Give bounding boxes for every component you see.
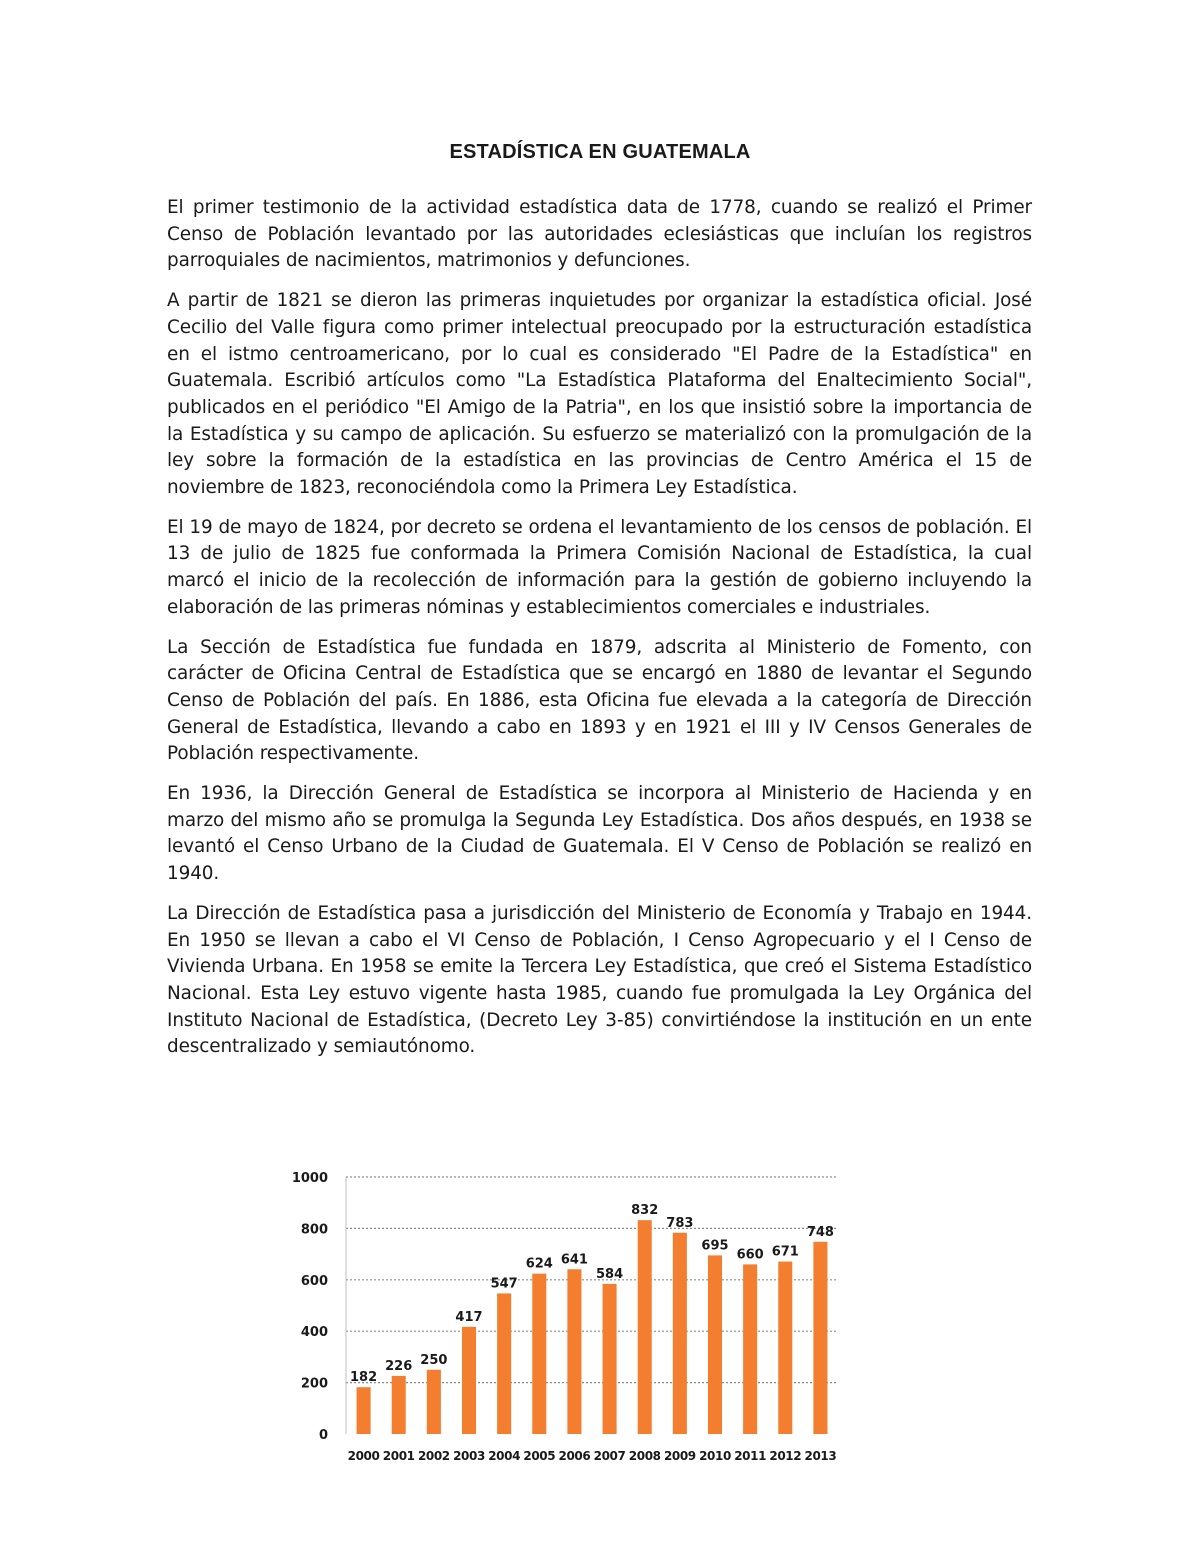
paragraph-5: En 1936, la Dirección General de Estadística se incorpora al Ministerio de Hacienda y en marzo del mismo año se promulga la Segunda Ley Estadística. Dos años después, en 1938 se levantó el Censo Urbano de la Ciudad de Guatemala. El V Censo de Población se realizó en 1940.	[167, 783, 1032, 885]
bar	[638, 1220, 652, 1434]
y-tick-label: 400	[300, 1325, 328, 1341]
data-label: 547	[490, 1276, 518, 1292]
data-label: 660	[736, 1247, 764, 1263]
y-tick-label: 1000	[291, 1171, 328, 1186]
x-tick-label: 2002	[417, 1449, 450, 1463]
x-tick-label: 2000	[347, 1449, 380, 1463]
bar	[603, 1284, 617, 1434]
bar	[743, 1264, 757, 1434]
paragraph-1: El primer testimonio de la actividad estadística data de 1778, cuando se realizó el Primer Censo de Población levantado por las autoridades eclesiásticas que incluían los registros parroquiales de nacimientos, matrimonios y defunciones.	[167, 197, 1032, 272]
bar	[673, 1233, 687, 1434]
data-label: 695	[701, 1238, 729, 1254]
bar	[567, 1269, 581, 1434]
bar	[462, 1327, 476, 1434]
data-label: 671	[771, 1244, 799, 1260]
bar	[708, 1255, 722, 1434]
x-tick-label: 2012	[769, 1449, 802, 1463]
x-tick-label: 2009	[663, 1449, 696, 1463]
x-tick-label: 2005	[523, 1449, 556, 1463]
y-tick-label: 200	[300, 1376, 328, 1392]
y-tick-label: 0	[318, 1428, 328, 1443]
bar	[813, 1242, 827, 1434]
x-tick-label: 2013	[804, 1449, 837, 1463]
x-tick-label: 2003	[453, 1449, 485, 1463]
data-label: 624	[525, 1256, 553, 1272]
x-tick-label: 2008	[628, 1449, 661, 1463]
data-label: 226	[385, 1358, 413, 1374]
data-label: 832	[631, 1203, 659, 1219]
data-label: 584	[596, 1266, 624, 1282]
bar-chart	[280, 1160, 860, 1470]
bar	[392, 1376, 406, 1434]
paragraph-4: La Sección de Estadística fue fundada en 1879, adscrita al Ministerio de Fomento, con carácter de Oficina Central de Estadística que se encargó en 1880 de levantar el Segundo Censo de Población del país. En 1886, esta Oficina fue elevada a la categoría de Dirección General de Estadística, llevando a cabo en 1893 y en 1921 el III y IV Censos Generales de Población respectivamente.	[167, 636, 1032, 765]
data-label: 748	[806, 1224, 834, 1240]
data-label: 783	[666, 1215, 694, 1231]
x-tick-label: 2007	[593, 1449, 626, 1463]
x-tick-label: 2001	[382, 1449, 415, 1463]
bar	[357, 1387, 371, 1434]
data-label: 250	[420, 1352, 448, 1368]
bar-chart-svg	[280, 1160, 860, 1470]
x-tick-label: 2010	[699, 1449, 731, 1463]
x-tick-label: 2006	[558, 1449, 591, 1463]
data-label: 641	[560, 1252, 588, 1268]
data-label: 182	[350, 1370, 378, 1386]
page-title: ESTADÍSTICA EN GUATEMALA	[449, 141, 751, 163]
bar	[532, 1274, 546, 1434]
x-tick-label: 2004	[488, 1449, 521, 1463]
y-tick-label: 800	[300, 1222, 328, 1238]
paragraph-3: El 19 de mayo de 1824, por decreto se ordena el levantamiento de los censos de población. El 13 de julio de 1825 fue conformada la Primera Comisión Nacional de Estadística, la cual marcó el inicio de la recolección de información para la gestión de gobierno incluyendo la elaboración de las primeras nóminas y establecimientos comerciales e industriales.	[167, 516, 1032, 618]
paragraph-6: La Dirección de Estadística pasa a jurisdicción del Ministerio de Economía y Trabajo en 1944. En 1950 se llevan a cabo el VI Censo de Población, I Censo Agropecuario y el I Censo de Vivienda Urbana. En 1958 se emite la Tercera Ley Estadística, que creó el Sistema Estadístico Nacional. Esta Ley estuvo vigente hasta 1985, cuando fue promulgada la Ley Orgánica del Instituto Nacional de Estadística, (Decreto Ley 3-85) convirtiéndose la institución en un ente descentralizado y semiautónomo.	[167, 902, 1032, 1058]
bar	[427, 1370, 441, 1434]
bar	[497, 1293, 511, 1434]
document-body	[167, 195, 1032, 1074]
x-tick-label: 2011	[734, 1449, 767, 1463]
paragraph-2: A partir de 1821 se dieron las primeras inquietudes por organizar la estadística oficial. José Cecilio del Valle figura como primer intelectual preocupado por la estructuración estadística en el istmo centroamericano, por lo cual es considerado "El Padre de la Estadística" en Guatemala. Escribió artículos como "La Estadística Plataforma del Enaltecimiento Social", publicados en el periódico "El Amigo de la Patria", en los que insistió sobre la importancia de la Estadística y su campo de aplicación. Su esfuerzo se materializó con la promulgación de la ley sobre la formación de la estadística en las provincias de Centro América el 15 de noviembre de 1823, reconociéndola como la Primera Ley Estadística.	[167, 290, 1032, 499]
bar	[778, 1262, 792, 1434]
y-tick-label: 600	[300, 1273, 328, 1289]
data-label: 417	[455, 1309, 483, 1325]
